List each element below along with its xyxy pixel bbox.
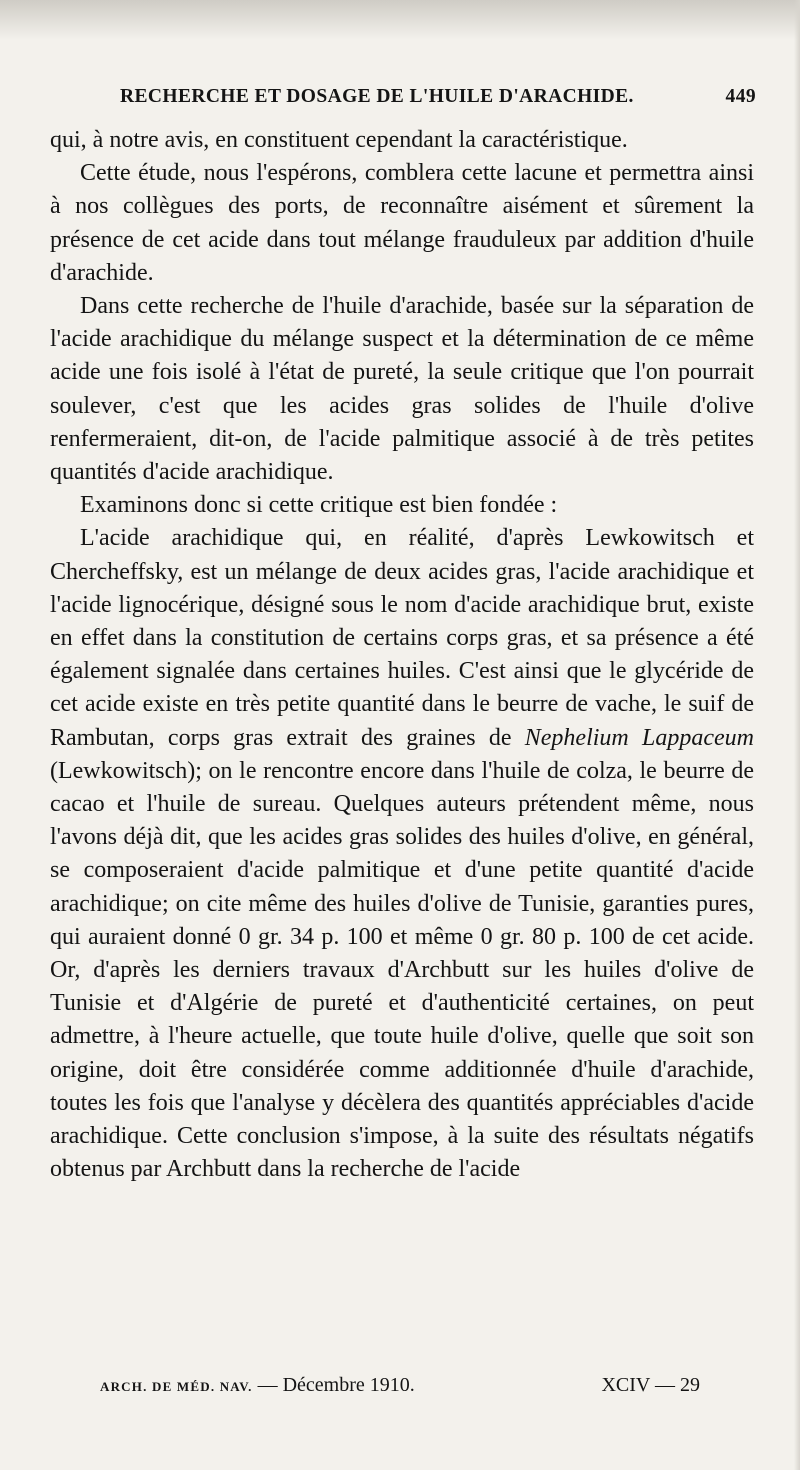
paragraph-text: Examinons donc si cette critique est bien fondée :: [80, 492, 558, 519]
paragraph: [50, 290, 754, 489]
paragraph-text: Dans cette recherche de l'huile d'arachide, basée sur la séparation de l'acide arachidique du mélange suspect et la détermination de ce même acide une fois isolé à l'état de pureté, la seule critique que l'on pourrait soulever, c'est que les acides gras solides de l'huile d'olive renfermeraient, dit-on, de l'acide palmitique associé à de très petites quantités d'acide arachidique.: [50, 293, 754, 486]
paragraph-text: (Lewkowitsch); on le rencontre encore dans l'huile de colza, le beurre de cacao et l'huile de sureau. Quelques auteurs prétendent même, nous l'avons déjà dit, que les acides gras solides des huiles d'olive, en général, se composeraient d'acide palmitique et d'une petite quantité d'acide arachidique; on cite même des huiles d'olive de Tunisie, garanties pures, qui auraient donné 0 gr. 34 p. 100 et même 0 gr. 80 p. 100 de cet acide. Or, d'après les derniers travaux d'Archbutt sur les huiles d'olive de Tunisie et d'Algérie de pureté et d'authenticité certaines, on peut admettre, à l'heure actuelle, que toute huile d'olive, quelle que soit son origine, doit être considérée comme additionnée d'huile d'arachide, toutes les fois que l'analyse y décèlera des quantités appréciables d'acide arachidique. Cette conclusion s'impose, à la suite des résultats négatifs obtenus par Archbutt dans la recherche de l'acide: [50, 757, 754, 1183]
issue-date: Décembre 1910.: [282, 1374, 415, 1396]
paragraph-text: qui, à notre avis, en constituent cependant la caractéristique.: [50, 127, 628, 153]
page-footer: [100, 1374, 700, 1397]
footer-journal: [100, 1374, 415, 1397]
running-header: [120, 86, 756, 108]
page-scan-edge: [0, 0, 800, 40]
paragraph: [50, 157, 754, 290]
page-number: 449: [725, 86, 756, 107]
paragraph-text: Cette étude, nous l'espérons, comblera cette lacune et permettra ainsi à nos collègues des ports, de reconnaître aisément et sûrement la présence de cet acide dans tout mélange frauduleux par addition d'huile d'arachide.: [50, 160, 754, 286]
paragraph: [50, 522, 754, 1186]
paragraph: [50, 489, 754, 522]
body-text: [50, 124, 754, 1187]
journal-abbreviation: ARCH. DE MÉD. NAV.: [100, 1379, 253, 1394]
signature-mark: XCIV — 29: [601, 1374, 700, 1396]
paragraph-text: L'acide arachidique qui, en réalité, d'après Lewkowitsch et Chercheffsky, est un mélange de deux acides gras, l'acide arachidique et l'acide lignocérique, désigné sous le nom d'acide arachidique brut, existe en effet dans la constitution de certains corps gras, et sa présence a été également signalée dans certaines huiles. C'est ainsi que le glycéride de cet acide existe en très petite quantité dans le beurre de vache, le suif de Rambutan, corps gras extrait des graines de: [50, 525, 754, 751]
footer-separator: —: [252, 1374, 283, 1396]
running-title: RECHERCHE ET DOSAGE DE L'HUILE D'ARACHIDE.: [120, 86, 634, 107]
italic-text: Nephelium Lappaceum: [524, 724, 754, 751]
paragraph: [50, 124, 754, 157]
page-scan-edge-right: [794, 0, 800, 1470]
